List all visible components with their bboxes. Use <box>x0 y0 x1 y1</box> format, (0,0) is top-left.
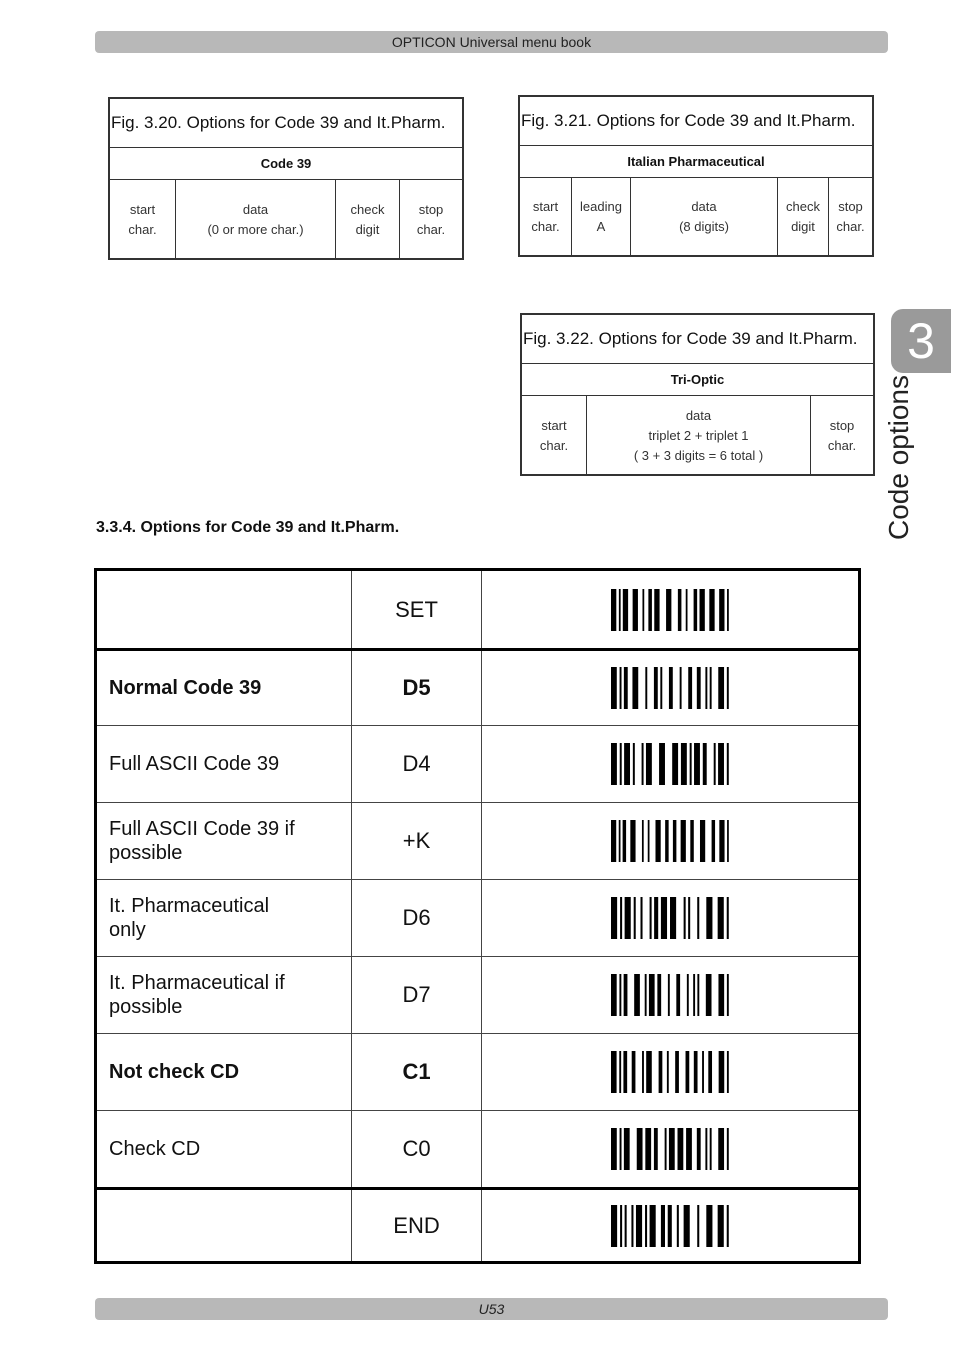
menu-row <box>97 571 858 648</box>
menu-row <box>97 1187 858 1261</box>
option-label: Full ASCII Code 39 <box>97 726 352 802</box>
field-check: check digit <box>336 180 400 259</box>
field-data: data triplet 2 + triplet 1 ( 3 + 3 digits = 6 total ) <box>587 396 811 475</box>
barcode[interactable] <box>611 1205 729 1247</box>
barcode-cell <box>482 957 858 1033</box>
page-footer: U53 <box>95 1298 888 1320</box>
option-code: END <box>352 1190 482 1261</box>
barcode-cell <box>482 880 858 956</box>
option-code: D7 <box>352 957 482 1033</box>
barcode-cell <box>482 1034 858 1110</box>
field-stop: stop char. <box>827 417 857 453</box>
option-code: C0 <box>352 1111 482 1187</box>
barcode-cell <box>482 1190 858 1261</box>
option-label: Not check CD <box>97 1034 352 1110</box>
option-label: Normal Code 39 <box>97 651 352 725</box>
menu-row <box>97 725 858 802</box>
option-label <box>97 571 352 648</box>
option-code: +K <box>352 803 482 879</box>
option-code: D6 <box>352 880 482 956</box>
option-code: C1 <box>352 1034 482 1110</box>
option-label: It. Pharmaceutical only <box>97 880 352 956</box>
barcode-cell <box>482 571 858 648</box>
menu-row <box>97 879 858 956</box>
figure-3-20 <box>108 97 464 260</box>
barcode-cell <box>482 1111 858 1187</box>
field-stop: stop char. <box>836 199 865 234</box>
page-header: OPTICON Universal menu book <box>95 31 888 53</box>
option-code: D5 <box>352 651 482 725</box>
menu-row <box>97 1110 858 1187</box>
barcode[interactable] <box>611 589 729 631</box>
barcode[interactable] <box>611 897 729 939</box>
barcode[interactable] <box>611 743 729 785</box>
menu-row <box>97 956 858 1033</box>
figure-caption: Fig. 3.21. Options for Code 39 and It.Pharm. <box>520 97 872 146</box>
barcode[interactable] <box>611 820 729 862</box>
menu-row <box>97 802 858 879</box>
figure-subtitle: Tri-Optic <box>522 364 873 396</box>
figure-caption: Fig. 3.22. Options for Code 39 and It.Pharm. <box>522 315 873 364</box>
section-title: 3.3.4. Options for Code 39 and It.Pharm. <box>96 519 400 536</box>
option-code: D4 <box>352 726 482 802</box>
barcode[interactable] <box>611 974 729 1016</box>
figure-3-22 <box>520 313 875 476</box>
menu-table <box>94 568 861 1264</box>
barcode-cell <box>482 726 858 802</box>
option-label: Check CD <box>97 1111 352 1187</box>
barcode-cell <box>482 803 858 879</box>
barcode[interactable] <box>611 1128 729 1170</box>
menu-row <box>97 1033 858 1110</box>
barcode-cell <box>482 651 858 725</box>
figure-3-21 <box>518 95 874 257</box>
option-label: It. Pharmaceutical if possible <box>97 957 352 1033</box>
field-start: start char. <box>520 178 572 256</box>
barcode[interactable] <box>611 667 729 709</box>
field-leading: leading A <box>572 178 631 256</box>
menu-row <box>97 648 858 725</box>
field-check: check digit <box>778 178 829 256</box>
figure-subtitle: Code 39 <box>110 148 462 180</box>
figure-caption: Fig. 3.20. Options for Code 39 and It.Pharm. <box>110 99 462 148</box>
option-code: SET <box>352 571 482 648</box>
barcode[interactable] <box>611 1051 729 1093</box>
option-label <box>97 1190 352 1261</box>
figure-subtitle: Italian Pharmaceutical <box>520 146 872 178</box>
option-label: Full ASCII Code 39 if possible <box>97 803 352 879</box>
field-start: start char. <box>522 396 587 475</box>
field-start: start char. <box>110 180 176 259</box>
chapter-tab: 3 <box>891 309 951 373</box>
field-data: data (0 or more char.) <box>176 180 336 259</box>
field-stop: stop char. <box>416 201 446 237</box>
field-data: data (8 digits) <box>631 178 778 256</box>
